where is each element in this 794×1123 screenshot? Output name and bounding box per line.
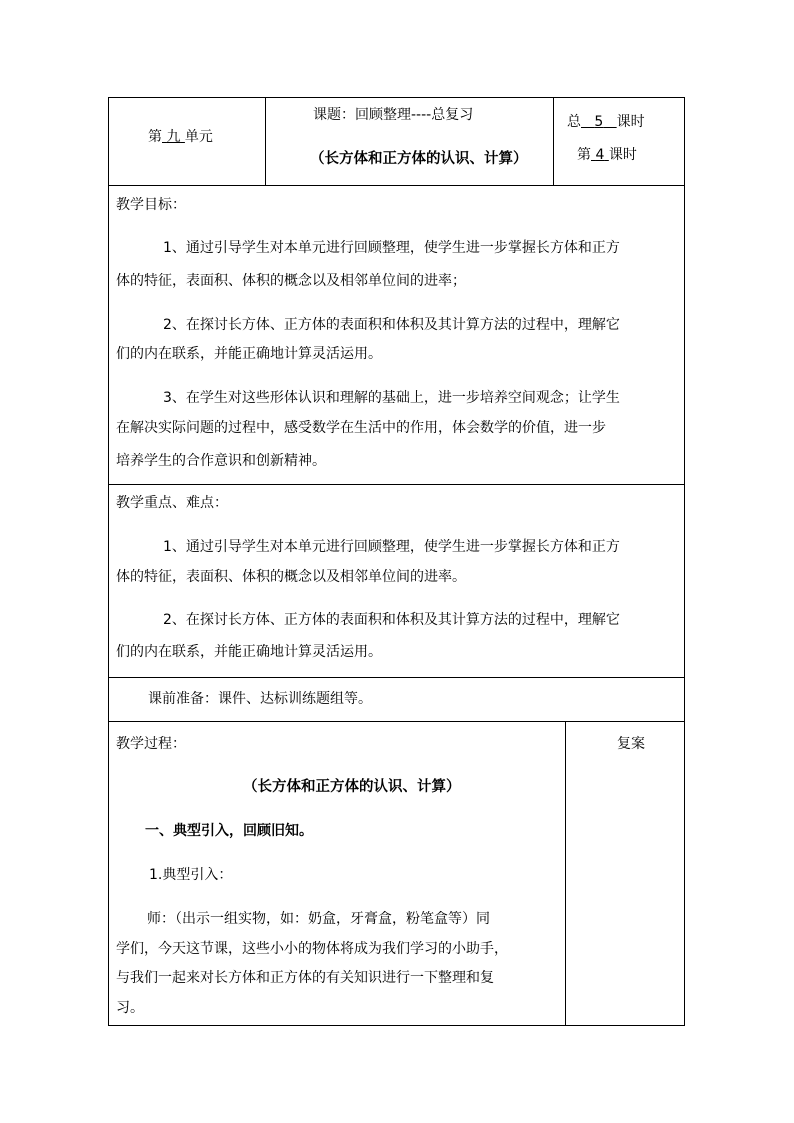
item-1-title: 1.典型引入： [149, 867, 233, 883]
intro-para-line-1: 师：（出示一组实物，如：奶盒，牙膏盒，粉笔盒等）同 [147, 911, 490, 927]
preparation-text: 课前准备：课件、达标训练题组等。 [148, 691, 372, 707]
objective-3-line-2: 在解决实际问题的过程中，感受数学在生活中的作用，体会数学的价值，进一步 [116, 420, 606, 436]
review-column-heading: 复案 [617, 736, 645, 752]
topic-title: 课题：回顾整理----总复习 [313, 107, 474, 123]
keypoint-1-line-2: 体的特征，表面积、体积的概念以及相邻单位间的进率。 [116, 569, 466, 585]
keypoints-heading: 教学重点、难点： [116, 495, 228, 511]
intro-para-line-2: 学们，今天这节课，这些小小的物体将成为我们学习的小助手， [116, 941, 508, 957]
objectives-heading: 教学目标： [116, 197, 186, 213]
objective-1-line-2: 体的特征，表面积、体积的概念以及相邻单位间的进率； [116, 273, 466, 289]
row-divider-keypoints [108, 677, 685, 678]
objective-2-line-2: 们的内在联系，并能正确地计算灵活运用。 [116, 346, 382, 362]
objective-2-line-1: 2、在探讨长方体、正方体的表面积和体积及其计算方法的过程中，理解它 [163, 317, 620, 333]
section-1-title: 一、典型引入，回顾旧知。 [145, 823, 313, 839]
table-border-left [108, 97, 109, 1026]
keypoint-2-line-2: 们的内在联系，并能正确地计算灵活运用。 [116, 644, 382, 660]
objective-3-line-1: 3、在学生对这些形体认识和理解的基础上，进一步培养空间观念；让学生 [163, 390, 620, 406]
keypoint-2-line-1: 2、在探讨长方体、正方体的表面积和体积及其计算方法的过程中，理解它 [163, 612, 620, 628]
table-border-bottom [108, 1025, 685, 1026]
topic-subtitle: （长方体和正方体的认识、计算） [310, 151, 528, 167]
process-subtitle: （长方体和正方体的认识、计算） [243, 779, 461, 795]
table-border-right [684, 97, 685, 1026]
header-divider-2 [553, 97, 554, 186]
row-divider-header [108, 185, 685, 186]
objective-1-line-1: 1、通过引导学生对本单元进行回顾整理，使学生进一步掌握长方体和正方 [163, 240, 620, 256]
total-lessons: 总 5 课时 [567, 114, 645, 130]
intro-para-line-4: 习。 [116, 1000, 144, 1016]
process-divider [565, 721, 566, 1026]
row-divider-preparation [108, 721, 685, 722]
objective-3-line-3: 培养学生的合作意识和创新精神。 [116, 453, 326, 469]
table-border-top [108, 97, 685, 98]
current-lesson: 第 4 课时 [577, 147, 637, 163]
keypoint-1-line-1: 1、通过引导学生对本单元进行回顾整理，使学生进一步掌握长方体和正方 [163, 539, 620, 555]
header-divider-1 [265, 97, 266, 186]
row-divider-objectives [108, 484, 685, 485]
process-heading: 教学过程： [116, 736, 186, 752]
unit-label: 第 九 单元 [148, 129, 213, 145]
intro-para-line-3: 与我们一起来对长方体和正方体的有关知识进行一下整理和复 [116, 970, 494, 986]
